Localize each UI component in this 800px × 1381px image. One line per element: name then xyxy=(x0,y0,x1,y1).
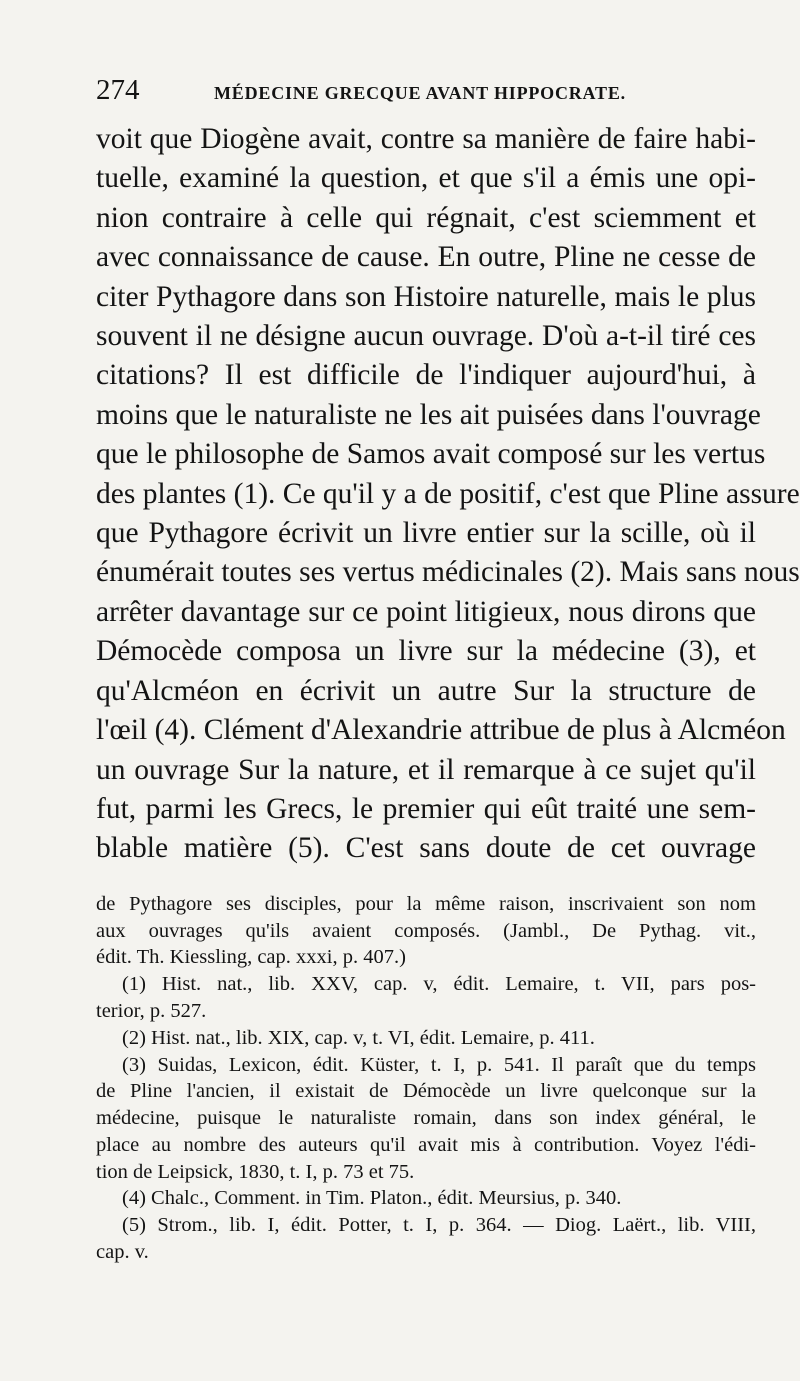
body-line: fut, parmi les Grecs, le premier qui eût traité une sem- xyxy=(96,792,756,825)
footnote-2 xyxy=(96,1025,756,1052)
body-line: voit que Diogène avait, contre sa manière de faire habi- xyxy=(96,123,756,155)
running-title: MÉDECINE GRECQUE AVANT HIPPOCRATE. xyxy=(214,83,626,103)
footnote-line: (1) Hist. nat., lib. XXV, cap. v, édit. Lemaire, t. VII, pars pos- xyxy=(122,973,756,996)
footnote-line: (3) Suidas, Lexicon, édit. Küster, t. I, p. 541. Il paraît que du temps xyxy=(122,1053,756,1076)
footnote-line: (4) Chalc., Comment. in Tim. Platon., édit. Meursius, p. 340. xyxy=(122,1187,622,1210)
book-page xyxy=(96,74,800,1266)
body-line: citations? Il est difficile de l'indiquer aujourd'hui, à xyxy=(96,359,756,392)
body-line: souvent il ne désigne aucun ouvrage. D'où a-t-il tiré ces xyxy=(96,320,756,353)
footnote-4 xyxy=(96,1185,756,1212)
footnote-line: médecine, puisque le naturaliste romain, dans son index général, le xyxy=(96,1107,756,1130)
footnote-line: (5) Strom., lib. I, édit. Potter, t. I, p. 364. — Diog. Laërt., lib. VIII, xyxy=(122,1214,756,1237)
body-line: citer Pythagore dans son Histoire naturelle, mais le plus xyxy=(96,280,756,313)
footnote-line: tion de Leipsick, 1830, t. I, p. 73 et 75. xyxy=(96,1160,415,1183)
body-line: arrêter davantage sur ce point litigieux, nous dirons que xyxy=(96,595,756,628)
body-line: l'œil (4). Clément d'Alexandrie attribue de plus à Alcméon xyxy=(96,714,786,747)
footnote-line: de Pythagore ses disciples, pour la même raison, inscrivaient son nom xyxy=(96,892,756,915)
body-line: que Pythagore écrivit un livre entier sur la scille, où il xyxy=(96,517,756,550)
footnote-3 xyxy=(96,1052,756,1186)
body-line: qu'Alcméon en écrivit un autre Sur la structure de xyxy=(96,674,756,707)
footnote-line: (2) Hist. nat., lib. XIX, cap. v, t. VI, édit. Lemaire, p. 411. xyxy=(122,1026,595,1049)
body-line: des plantes (1). Ce qu'il y a de positif, c'est que Pline assure xyxy=(96,477,800,510)
footnotes xyxy=(96,891,756,1266)
page-header xyxy=(96,74,756,114)
body-line: énumérait toutes ses vertus médicinales (2). Mais sans nous xyxy=(96,556,800,589)
footnote-line: aux ouvrages qu'ils avaient composés. (Jambl., De Pythag. vit., xyxy=(96,919,756,942)
body-line: tuelle, examiné la question, et que s'il a émis une opi- xyxy=(96,162,756,195)
body-line: Démocède composa un livre sur la médecine (3), et xyxy=(96,635,756,668)
footnote-5 xyxy=(96,1212,756,1266)
page-number: 274 xyxy=(96,74,140,106)
body-line: avec connaissance de cause. En outre, Pline ne cesse de xyxy=(96,241,756,274)
footnote-line: terior, p. 527. xyxy=(96,999,207,1022)
body-line: nion contraire à celle qui régnait, c'est sciemment et xyxy=(96,201,756,234)
footnote-line: de Pline l'ancien, il existait de Démocède un livre quelconque sur la xyxy=(96,1080,756,1103)
body-line: moins que le naturaliste ne les ait puisées dans l'ouvrage xyxy=(96,398,761,431)
body-text xyxy=(96,120,800,869)
footnote-line: édit. Th. Kiessling, cap. xxxi, p. 407.) xyxy=(96,946,406,969)
footnote-1 xyxy=(96,971,756,1025)
body-line: blable matière (5). C'est sans doute de cet ouvrage xyxy=(96,832,756,865)
footnote-line: place au nombre des auteurs qu'il avait mis à contribution. Voyez l'édi- xyxy=(96,1133,756,1156)
footnote-line: cap. v. xyxy=(96,1241,149,1264)
footnote-continuation xyxy=(96,891,756,971)
body-line: un ouvrage Sur la nature, et il remarque à ce sujet qu'il xyxy=(96,753,756,786)
body-line: que le philosophe de Samos avait composé sur les vertus xyxy=(96,438,766,471)
